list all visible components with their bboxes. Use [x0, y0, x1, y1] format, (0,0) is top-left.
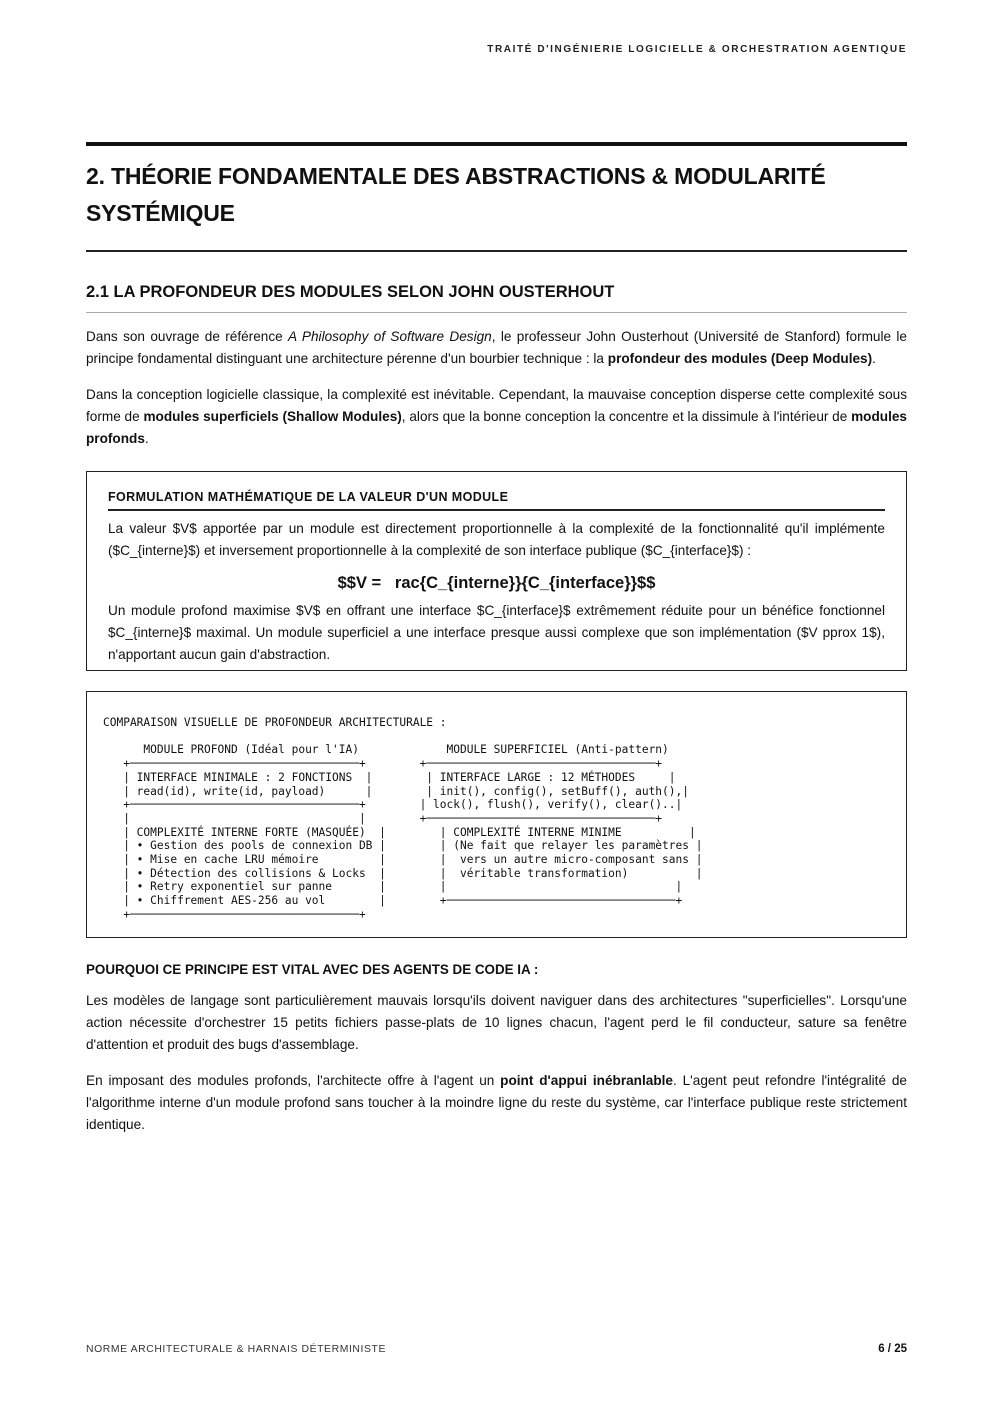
diagram-line: +──────────────────────────────────+ +──────────────────────────────────+ [103, 757, 663, 771]
bold-term: modules superficiels (Shallow Modules) [143, 409, 402, 424]
diagram-line: | | +──────────────────────────────────+ [103, 811, 663, 825]
section-rule [86, 312, 907, 313]
formula-paragraph-1: La valeur $V$ apportée par un module est directement proportionnelle à la complexité de la fonctionnalité qu'il implémente ($C_{interne}$) et inversement proportionnelle à la complexité de son interface publique ($C_{interface}$) : [108, 521, 885, 558]
diagram-line: +──────────────────────────────────+ | lock(), flush(), verify(), clear()..| [103, 798, 683, 812]
ascii-diagram [103, 716, 890, 922]
diagram-line: | • Chiffrement AES-256 au vol | +──────────────────────────────────+ [103, 894, 683, 908]
text-run: En imposant des modules profonds, l'architecte offre à l'agent un [86, 1073, 501, 1088]
text-run: Dans son ouvrage de référence [86, 329, 289, 344]
diagram-line: | INTERFACE MINIMALE : 2 FONCTIONS | | INTERFACE LARGE : 12 MÉTHODES | [103, 770, 676, 784]
vital-paragraph-1: Les modèles de langage sont particulièrement mauvais lorsqu'ils doivent naviguer dans des architectures "superficielles". Lorsqu'une action nécessite d'orchestrer 15 petits fichiers passe-plats de 10 lignes chacun, l'agent perd le fil conducteur, sature sa fenêtre d'attention et produit des bugs d'assemblage. [86, 993, 907, 1052]
chapter-title [86, 158, 907, 232]
text-run: Dans la conception logicielle classique, la complexité est inévitable. Cependant, la mauvaise conception disperse cette complexité sous forme de [86, 387, 907, 424]
diagram-line: | • Retry exponentiel sur panne | | | [103, 880, 683, 894]
formula-box-title: FORMULATION MATHÉMATIQUE DE LA VALEUR D'UN MODULE [108, 490, 885, 511]
chapter-rule-top [86, 142, 907, 146]
formula-expression: $$V = rac{C_{interne}}{C_{interface}}$$ [337, 574, 656, 592]
bold-term: point d'appui inébranlable [500, 1073, 673, 1088]
page-number: 6 / 25 [878, 1343, 907, 1355]
running-header: TRAITÉ D'INGÉNIERIE LOGICIELLE & ORCHESTRATION AGENTIQUE [487, 44, 907, 55]
section-paragraph-2 [86, 384, 907, 450]
running-footer: NORME ARCHITECTURALE & HARNAIS DÉTERMINISTE [86, 1344, 387, 1355]
diagram-line: | • Gestion des pools de connexion DB | | (Ne fait que relayer les paramètres | [103, 839, 703, 853]
section-paragraph-1 [86, 326, 907, 370]
text-run: . L'agent peut refondre l'intégralité de l'algorithme interne d'un module profond sans toucher à la moindre ligne du reste du système, car l'interface publique reste strictement identique. [86, 1073, 907, 1132]
formula-box [86, 471, 907, 671]
diagram-line: | COMPLEXITÉ INTERNE FORTE (MASQUÉE) | | COMPLEXITÉ INTERNE MINIME | [103, 825, 696, 839]
diagram-line: | • Détection des collisions & Locks | | véritable transformation) | [103, 866, 703, 880]
text-run: . [144, 431, 149, 446]
diagram-line: MODULE PROFOND (Idéal pour l'IA) MODULE SUPERFICIEL (Anti-pattern) [103, 743, 669, 757]
section-title: 2.1 LA PROFONDEUR DES MODULES SELON JOHN OUSTERHOUT [86, 283, 615, 301]
vital-paragraph-2 [86, 1070, 907, 1136]
chapter-rule-bottom [86, 250, 907, 252]
text-run: . [872, 351, 876, 366]
formula-paragraph-2: Un module profond maximise $V$ en offrant une interface $C_{interface}$ extrêmement réduite pour un bénéfice fonctionnel $C_{interne}$ maximal. Un module superficiel a une interface presque aussi complexe que son implémentation ($V pprox 1$), n'apportant aucun gain d'abstraction. [108, 603, 885, 662]
diagram-line: | read(id), write(id, payload) | | init(), config(), setBuff(), auth(),| [103, 784, 689, 798]
ascii-diagram-box [86, 691, 907, 938]
diagram-line: | • Mise en cache LRU mémoire | | vers un autre micro-composant sans | [103, 853, 703, 867]
text-run: , le professeur John Ousterhout (Université de Stanford) formule le principe fondamental distinguant une architecture pérenne d'un bourbier technique : la [86, 329, 907, 366]
bold-term: profondeur des modules (Deep Modules) [607, 351, 873, 366]
page-content [86, 142, 907, 1136]
diagram-line: +──────────────────────────────────+ [103, 907, 366, 921]
text-run: , alors que la bonne conception la concentre et la dissimule à l'intérieur de [401, 409, 852, 424]
chapter-title-line1: 2. THÉORIE FONDAMENTALE DES ABSTRACTIONS & MODULARITÉ [86, 163, 826, 189]
chapter-title-line2: SYSTÉMIQUE [86, 200, 235, 226]
vital-title: POURQUOI CE PRINCIPE EST VITAL AVEC DES AGENTS DE CODE IA : [86, 962, 539, 977]
bold-term: modules profonds [86, 409, 907, 446]
book-title: A Philosophy of Software Design [288, 329, 492, 344]
diagram-line: COMPARAISON VISUELLE DE PROFONDEUR ARCHITECTURALE : [103, 716, 447, 729]
